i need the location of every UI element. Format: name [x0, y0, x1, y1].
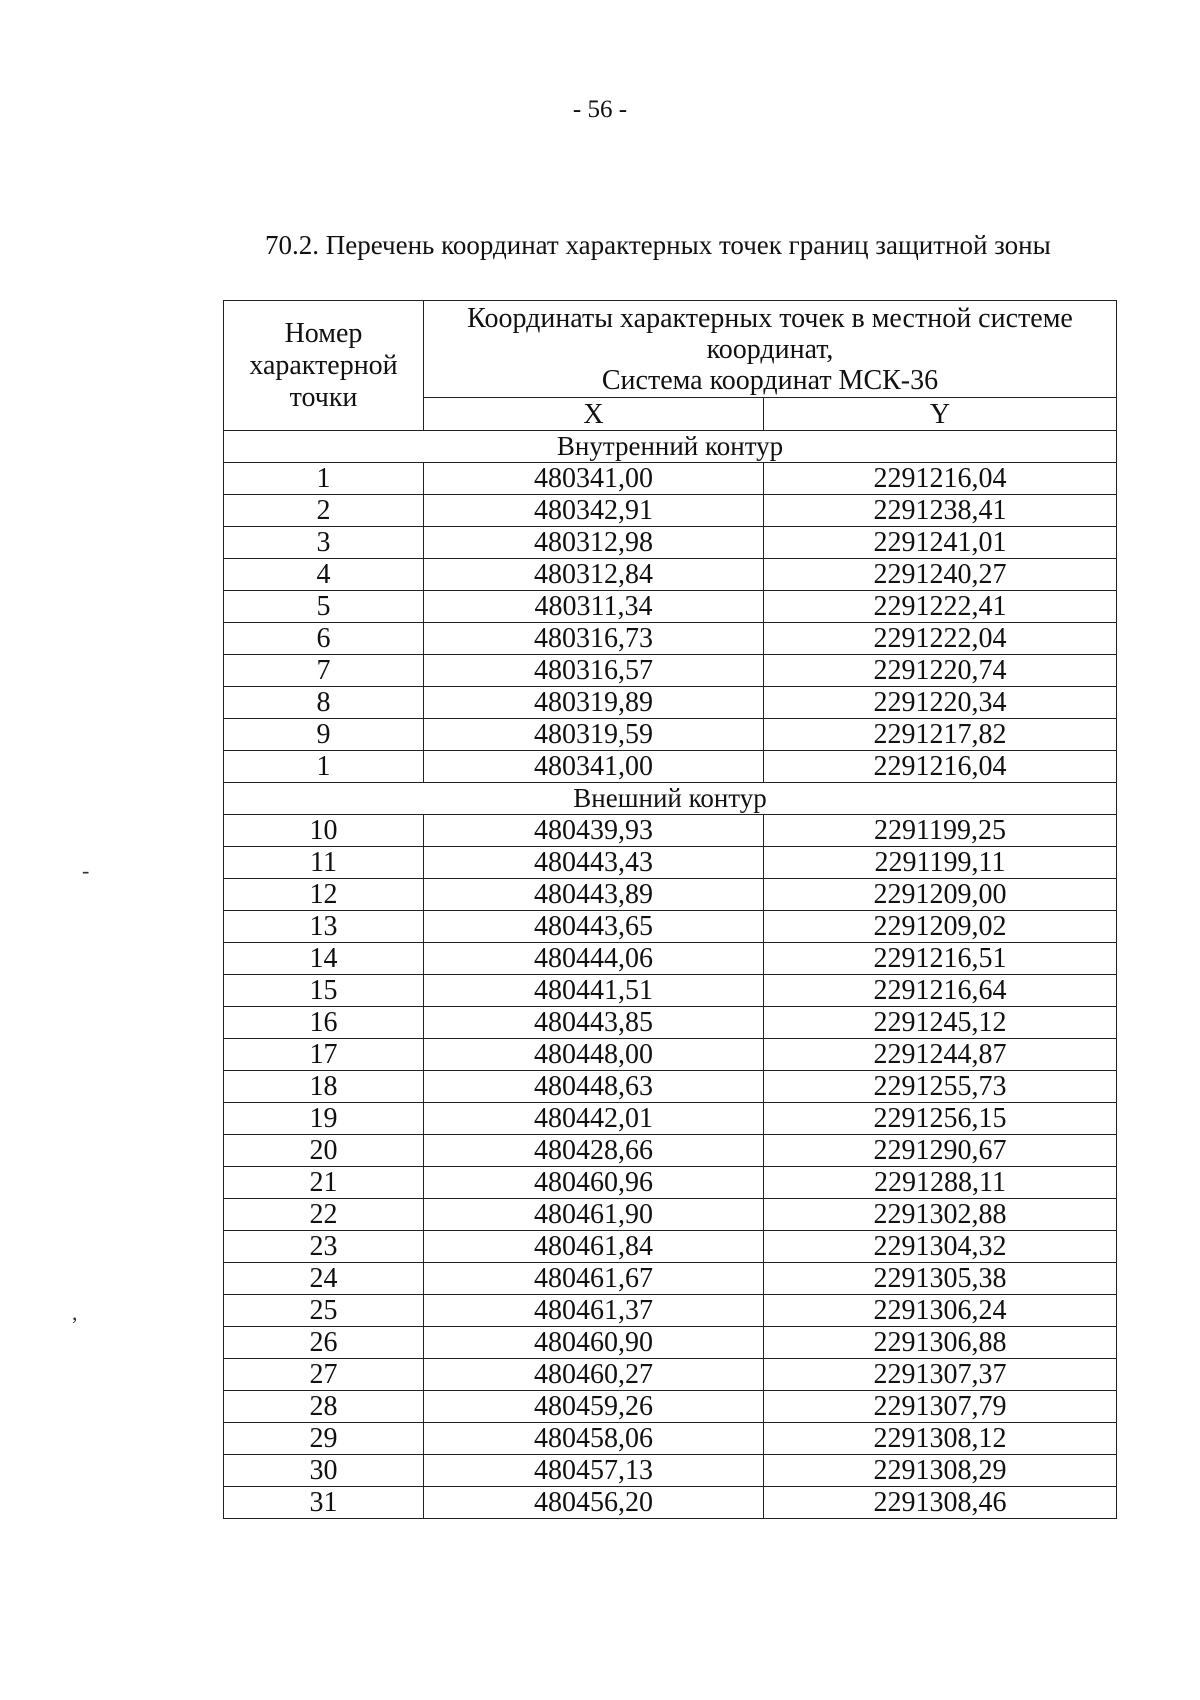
y-coordinate-cell: 2291199,25	[764, 815, 1117, 847]
coordinates-table	[223, 300, 1117, 1519]
page-number: - 56 -	[572, 96, 628, 123]
y-coordinate-cell: 2291199,11	[764, 847, 1117, 879]
x-coordinate-cell: 480342,91	[424, 495, 764, 527]
point-number-cell: 24	[224, 1263, 424, 1295]
section-title: Внешний контур	[224, 783, 1117, 815]
x-coordinate-cell: 480443,43	[424, 847, 764, 879]
y-coordinate-cell: 2291308,12	[764, 1423, 1117, 1455]
point-number-cell: 25	[224, 1295, 424, 1327]
y-coordinate-cell: 2291255,73	[764, 1071, 1117, 1103]
header-coordinates-line: Координаты характерных точек в местной системе	[467, 302, 1073, 334]
point-number-cell: 15	[224, 975, 424, 1007]
x-coordinate-cell: 480457,13	[424, 1455, 764, 1487]
table-row	[224, 463, 1117, 495]
x-coordinate-cell: 480461,67	[424, 1263, 764, 1295]
table-row	[224, 719, 1117, 751]
y-coordinate-cell: 2291216,04	[764, 463, 1117, 495]
table-row	[224, 1167, 1117, 1199]
y-coordinate-cell: 2291238,41	[764, 495, 1117, 527]
section-row	[224, 783, 1117, 815]
y-coordinate-cell: 2291222,04	[764, 623, 1117, 655]
x-coordinate-cell: 480439,93	[424, 815, 764, 847]
x-coordinate-cell: 480460,90	[424, 1327, 764, 1359]
point-number-cell: 3	[224, 527, 424, 559]
x-coordinate-cell: 480443,89	[424, 879, 764, 911]
y-coordinate-cell: 2291304,32	[764, 1231, 1117, 1263]
y-coordinate-cell: 2291306,24	[764, 1295, 1117, 1327]
point-number-cell: 9	[224, 719, 424, 751]
section-row	[224, 431, 1117, 463]
table-row	[224, 687, 1117, 719]
y-coordinate-cell: 2291288,11	[764, 1167, 1117, 1199]
point-number-cell: 18	[224, 1071, 424, 1103]
point-number-cell: 28	[224, 1391, 424, 1423]
point-number-cell: 6	[224, 623, 424, 655]
point-number-cell: 10	[224, 815, 424, 847]
table-row	[224, 1423, 1117, 1455]
point-number-cell: 13	[224, 911, 424, 943]
point-number-cell: 2	[224, 495, 424, 527]
table-row	[224, 815, 1117, 847]
table-row	[224, 847, 1117, 879]
point-number-cell: 16	[224, 1007, 424, 1039]
y-coordinate-cell: 2291216,51	[764, 943, 1117, 975]
x-coordinate-cell: 480461,37	[424, 1295, 764, 1327]
x-coordinate-cell: 480448,00	[424, 1039, 764, 1071]
table-row	[224, 1039, 1117, 1071]
table-body	[224, 431, 1117, 1519]
table-row	[224, 879, 1117, 911]
point-number-cell: 12	[224, 879, 424, 911]
point-number-cell: 4	[224, 559, 424, 591]
x-coordinate-cell: 480312,98	[424, 527, 764, 559]
table-row	[224, 1487, 1117, 1519]
table-row	[224, 527, 1117, 559]
x-coordinate-cell: 480456,20	[424, 1487, 764, 1519]
table-row	[224, 1007, 1117, 1039]
point-number-cell: 27	[224, 1359, 424, 1391]
table-row	[224, 1359, 1117, 1391]
y-coordinate-cell: 2291217,82	[764, 719, 1117, 751]
x-coordinate-cell: 480428,66	[424, 1135, 764, 1167]
y-coordinate-cell: 2291240,27	[764, 559, 1117, 591]
y-coordinate-cell: 2291305,38	[764, 1263, 1117, 1295]
table-header	[224, 301, 1117, 431]
y-coordinate-cell: 2291216,04	[764, 751, 1117, 783]
point-number-cell: 11	[224, 847, 424, 879]
point-number-cell: 17	[224, 1039, 424, 1071]
header-point-number	[224, 301, 424, 431]
x-coordinate-cell: 480442,01	[424, 1103, 764, 1135]
y-coordinate-cell: 2291222,41	[764, 591, 1117, 623]
table-row	[224, 1455, 1117, 1487]
point-number-cell: 29	[224, 1423, 424, 1455]
y-coordinate-cell: 2291307,79	[764, 1391, 1117, 1423]
point-number-cell: 1	[224, 751, 424, 783]
point-number-cell: 7	[224, 655, 424, 687]
point-number-cell: 14	[224, 943, 424, 975]
header-coordinates	[424, 301, 1117, 398]
point-number-cell: 21	[224, 1167, 424, 1199]
x-coordinate-cell: 480341,00	[424, 751, 764, 783]
table-row	[224, 1135, 1117, 1167]
y-coordinate-cell: 2291241,01	[764, 527, 1117, 559]
header-point-number-line: Номер	[284, 317, 363, 349]
y-coordinate-cell: 2291209,02	[764, 911, 1117, 943]
x-coordinate-cell: 480460,96	[424, 1167, 764, 1199]
point-number-cell: 5	[224, 591, 424, 623]
point-number-cell: 30	[224, 1455, 424, 1487]
x-coordinate-cell: 480316,73	[424, 623, 764, 655]
table-row	[224, 1199, 1117, 1231]
x-coordinate-cell: 480461,84	[424, 1231, 764, 1263]
point-number-cell: 19	[224, 1103, 424, 1135]
table-row	[224, 1391, 1117, 1423]
header-coordinates-line: координат,	[706, 333, 834, 365]
y-coordinate-cell: 2291209,00	[764, 879, 1117, 911]
y-coordinate-cell: 2291308,46	[764, 1487, 1117, 1519]
table-row	[224, 1327, 1117, 1359]
x-coordinate-cell: 480458,06	[424, 1423, 764, 1455]
x-coordinate-cell: 480461,90	[424, 1199, 764, 1231]
header-x: X	[424, 398, 764, 431]
y-coordinate-cell: 2291216,64	[764, 975, 1117, 1007]
point-number-cell: 31	[224, 1487, 424, 1519]
table-row	[224, 943, 1117, 975]
y-coordinate-cell: 2291307,37	[764, 1359, 1117, 1391]
y-coordinate-cell: 2291256,15	[764, 1103, 1117, 1135]
y-coordinate-cell: 2291306,88	[764, 1327, 1117, 1359]
table-row	[224, 559, 1117, 591]
point-number-cell: 8	[224, 687, 424, 719]
x-coordinate-cell: 480311,34	[424, 591, 764, 623]
header-point-number-line: точки	[289, 381, 358, 413]
table-row	[224, 1071, 1117, 1103]
table-row	[224, 975, 1117, 1007]
point-number-cell: 1	[224, 463, 424, 495]
y-coordinate-cell: 2291220,74	[764, 655, 1117, 687]
section-title: Внутренний контур	[224, 431, 1117, 463]
table-row	[224, 495, 1117, 527]
y-coordinate-cell: 2291290,67	[764, 1135, 1117, 1167]
x-coordinate-cell: 480444,06	[424, 943, 764, 975]
x-coordinate-cell: 480443,65	[424, 911, 764, 943]
page-title: 70.2. Перечень координат характерных точек границ защитной зоны	[265, 230, 1051, 260]
x-coordinate-cell: 480316,57	[424, 655, 764, 687]
scan-mark: -	[82, 858, 90, 883]
point-number-cell: 26	[224, 1327, 424, 1359]
x-coordinate-cell: 480312,84	[424, 559, 764, 591]
scan-mark: ,	[72, 1300, 78, 1325]
y-coordinate-cell: 2291244,87	[764, 1039, 1117, 1071]
table-row	[224, 1295, 1117, 1327]
x-coordinate-cell: 480459,26	[424, 1391, 764, 1423]
x-coordinate-cell: 480319,89	[424, 687, 764, 719]
x-coordinate-cell: 480460,27	[424, 1359, 764, 1391]
x-coordinate-cell: 480319,59	[424, 719, 764, 751]
point-number-cell: 22	[224, 1199, 424, 1231]
table-row	[224, 751, 1117, 783]
header-coordinates-line: Система координат МСК-36	[601, 364, 939, 396]
table-row	[224, 1231, 1117, 1263]
table-row	[224, 655, 1117, 687]
table-row	[224, 591, 1117, 623]
y-coordinate-cell: 2291302,88	[764, 1199, 1117, 1231]
point-number-cell: 20	[224, 1135, 424, 1167]
header-point-number-line: характерной	[249, 349, 398, 381]
table-row	[224, 623, 1117, 655]
header-y: Y	[764, 398, 1117, 431]
table-row	[224, 911, 1117, 943]
point-number-cell: 23	[224, 1231, 424, 1263]
y-coordinate-cell: 2291245,12	[764, 1007, 1117, 1039]
x-coordinate-cell: 480448,63	[424, 1071, 764, 1103]
table-row	[224, 1103, 1117, 1135]
y-coordinate-cell: 2291308,29	[764, 1455, 1117, 1487]
x-coordinate-cell: 480443,85	[424, 1007, 764, 1039]
table-row	[224, 1263, 1117, 1295]
x-coordinate-cell: 480441,51	[424, 975, 764, 1007]
x-coordinate-cell: 480341,00	[424, 463, 764, 495]
y-coordinate-cell: 2291220,34	[764, 687, 1117, 719]
